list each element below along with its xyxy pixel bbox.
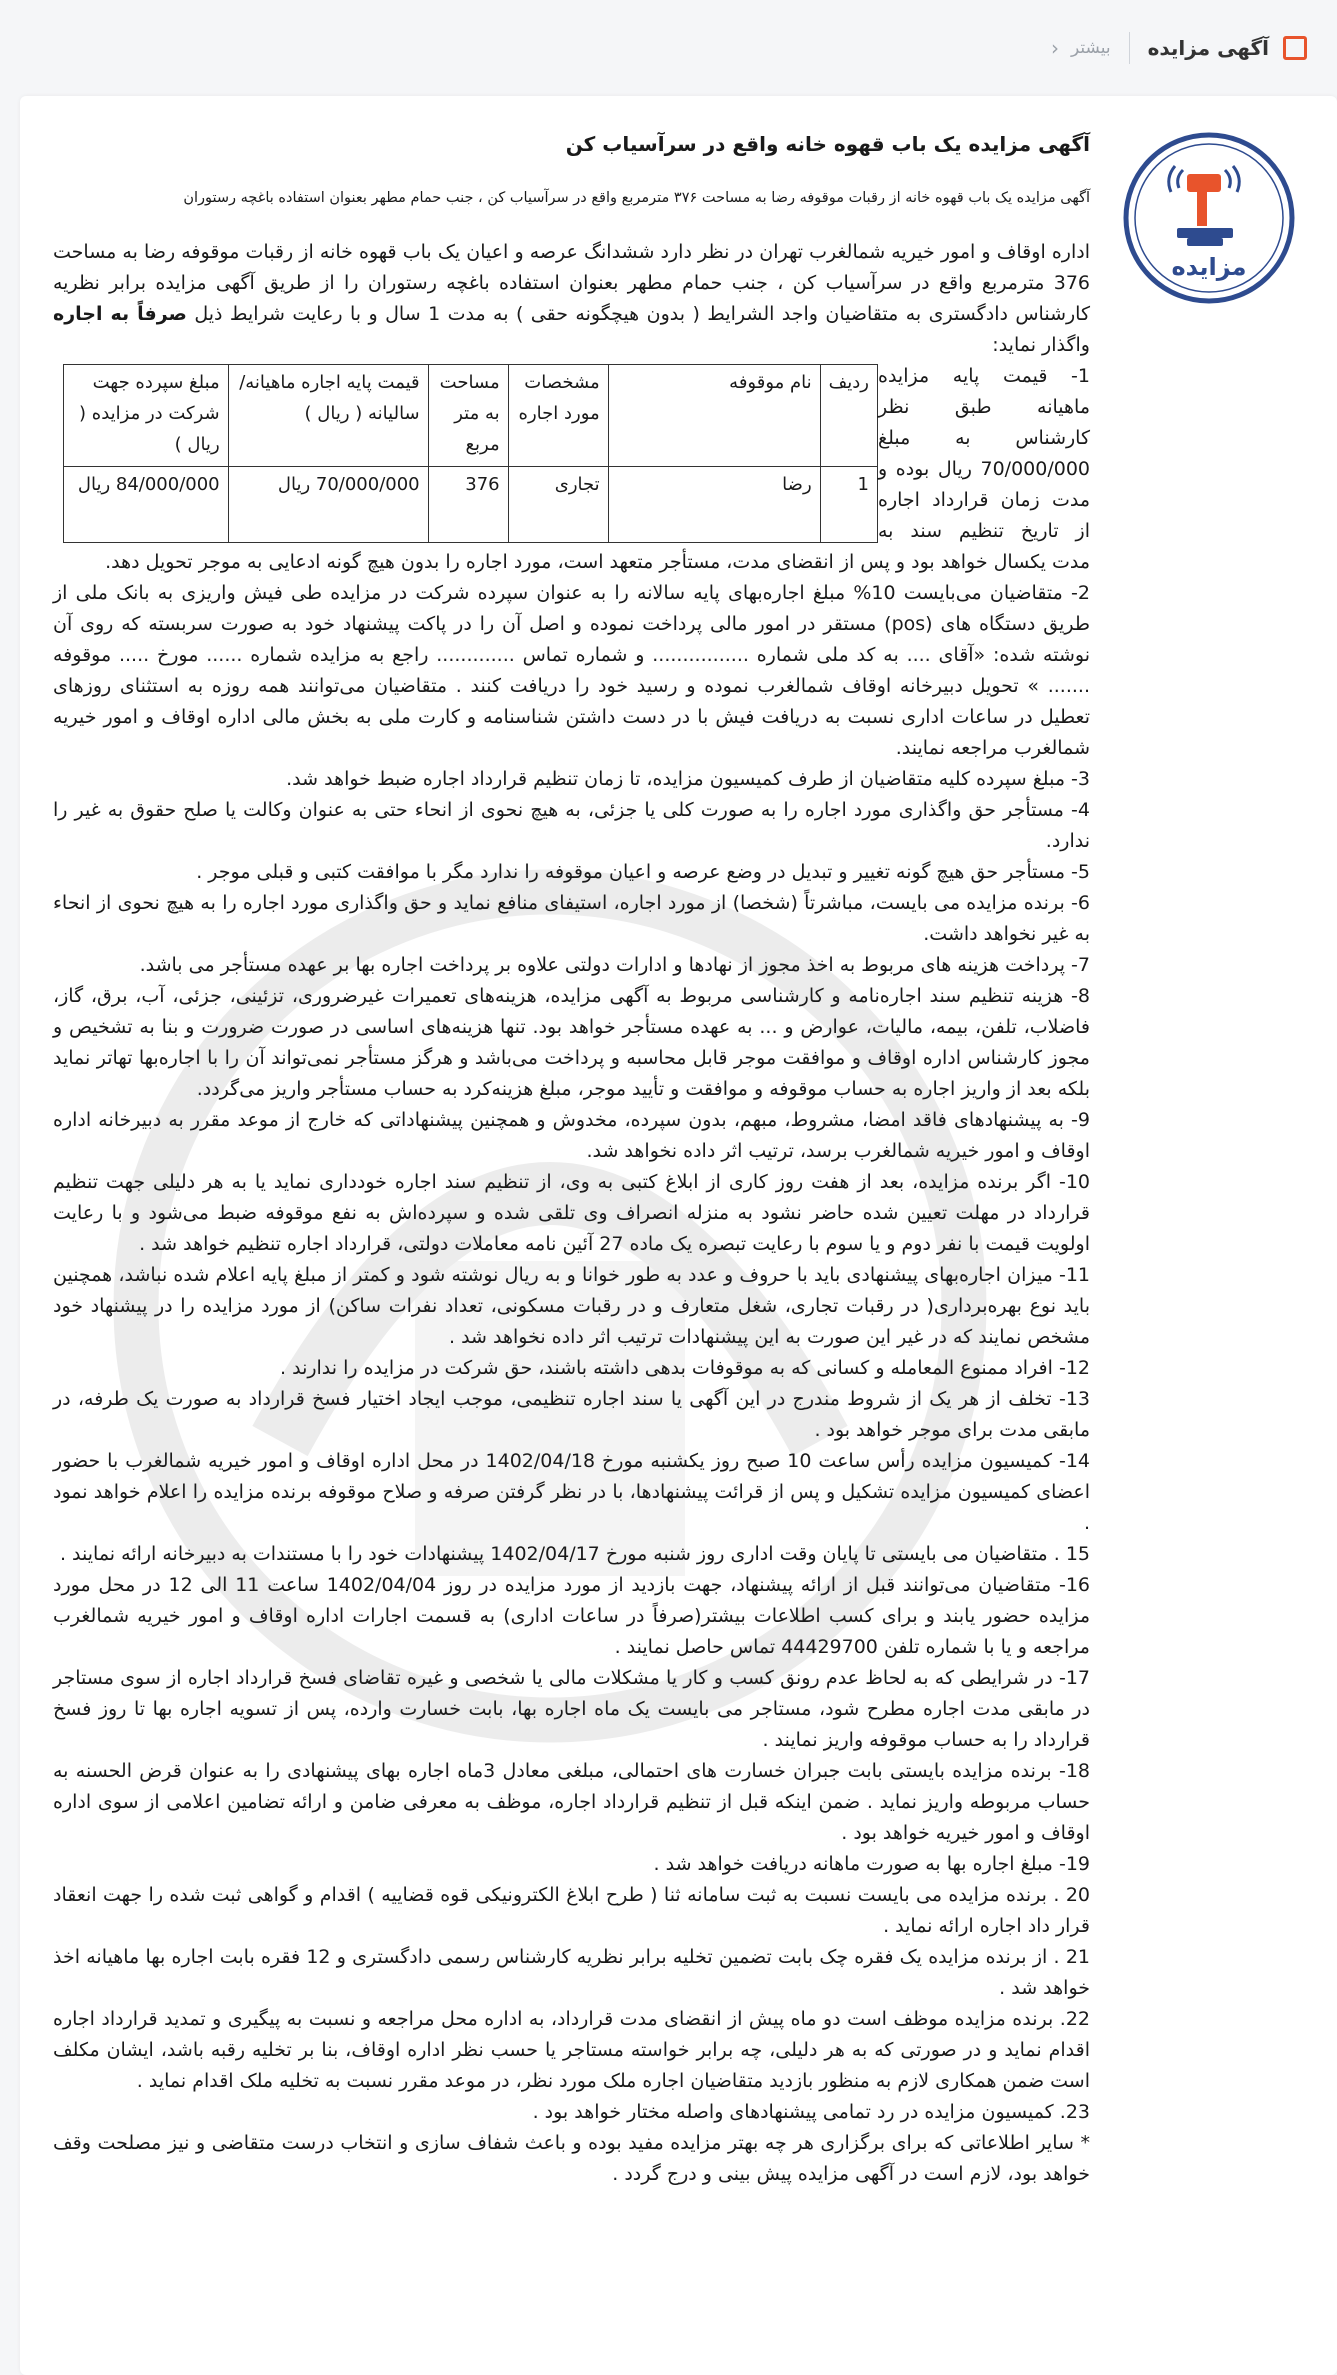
clause-item: 22. برنده مزایده موظف است دو ماه پیش از انقضای مدت قرارداد، به اداره محل مراجعه و نسبت به پیگیری و تمدید قرارداد اجاره اقدام نماید و در صورتی که به هر دلیلی، چه برابر خواسته مستاجر یا حسب نظر اداره اوقاف، بنا بر تخلیه رقبه باشد، ایشان مکلف است ضمن همکاری لازم به منظور بازدید متقاضیان اجاره ملک مورد نظر، در موعد مقرر نسبت به تخلیه ملک اقدام نماید . [53, 2008, 1090, 2092]
col-header-row-number: ردیف [820, 365, 877, 467]
clause-item: 12- افراد ممنوع المعامله و کسانی که به موقوفات بدهی داشته باشند، حق شرکت در مزایده را ندارند . [280, 1357, 1090, 1379]
content-card [20, 96, 1337, 2375]
clause-1: 1- قیمت پایه مزایده ماهیانه طبق نظر کارشناس به مبلغ 70/000/000 ریال بوده و مدت زمان قرارداد اجاره از تاریخ تنظیم سند به مدت یکسال خواهد بود و پس از انقضای مدت، مستأجر متعهد است، مورد اجاره را بدون هیچ گونه ادعایی به موجر تحویل دهد. [105, 365, 1090, 573]
page-title: آگهی مزایده یک باب قهوه خانه واقع در سرآسیاب کن [565, 132, 1090, 156]
auction-gavel-icon [1121, 130, 1297, 306]
chevron-left-icon[interactable]: ‹ [1051, 36, 1060, 60]
clause-item: 3- مبلغ سپرده کلیه متقاضیان از طرف کمیسیون مزایده، تا زمان تنظیم قرارداد اجاره ضبط خواهد شد. [286, 768, 1090, 790]
clause-item: * سایر اطلاعاتی که برای برگزاری هر چه بهتر مزایده مفید بوده و باعث شفاف سازی و انتخاب درست متقاضی و نیز مصلحت وقف خواهد بود، لازم است در آگهی مزایده پیش بینی و درج گردد . [53, 2132, 1090, 2185]
intro-bold: صرفاً به اجاره [53, 303, 187, 325]
intro-end: واگذار نماید: [992, 334, 1090, 356]
divider [1129, 32, 1130, 64]
clause-item: 14- کمیسیون مزایده رأس ساعت 10 صبح روز یکشنبه مورخ 1402/04/18 در محل اداره اوقاف و امور خیریه شمالغرب با حضور اعضای کمیسیون مزایده تشکیل و پس از قرائت پیشنهادها، با در نظر گرفتن صرفه و صلاح موقوفه برنده مزایده را اعلام خواهد نمود . [53, 1450, 1090, 1534]
clauses-list [53, 578, 1090, 2190]
cell-area: 376 [428, 467, 508, 543]
square-outline-icon [1283, 36, 1307, 60]
cell-deposit: 84/000/000 ریال [64, 467, 229, 543]
table-row [64, 467, 878, 543]
breadcrumb-title[interactable]: آگهی مزایده [1147, 36, 1269, 60]
intro-paragraph [53, 237, 1090, 361]
more-link[interactable]: بیشتر [1071, 38, 1111, 58]
clause-item: 6- برنده مزایده می بایست، مباشرتاً (شخصا) از مورد اجاره، استیفای منافع نماید و حق واگذاری مورد اجاره را به هیچ نحوی از انحاء به غیر نخواهد داشت. [53, 892, 1090, 945]
cell-row-number: 1 [820, 467, 877, 543]
clause-item: 4- مستأجر حق واگذاری مورد اجاره را به صورت کلی یا جزئی، به هیچ نحوی از انحاء حتی به عنوان وکالت یا صلح حقوق به غیر را ندارد. [53, 799, 1090, 852]
clause-item: 23. کمیسیون مزایده در رد تمامی پیشنهادهای واصله مختار خواهد بود . [532, 2101, 1090, 2123]
col-header-endowment-name: نام موقوفه [608, 365, 820, 467]
article-body [53, 237, 1090, 2190]
auction-table [63, 364, 878, 543]
col-header-deposit: مبلغ سپرده جهت شرکت در مزایده ( ریال ) [64, 365, 229, 467]
clause-item: 21 . از برنده مزایده یک فقره چک بابت تضمین تخلیه برابر نظریه کارشناس رسمی دادگستری و 12 فقره بابت اجاره بها ماهیانه اخذ خواهد شد . [53, 1946, 1090, 1999]
clause-item: 15 . متقاضیان می بایستی تا پایان وقت اداری روز شنبه مورخ 1402/04/17 پیشنهادات خود را با مستندات به دبیرخانه ارائه نمایند . [59, 1543, 1090, 1565]
clause-item: 13- تخلف از هر یک از شروط مندرج در این آگهی یا سند اجاره تنظیمی، موجب ایجاد اختیار فسخ قرارداد به صورت یک طرفه، در مابقی مدت برای موجر خواهد بود . [53, 1388, 1090, 1441]
clause-item: 18- برنده مزایده بایستی بابت جبران خسارت های احتمالی، مبلغی معادل 3ماه اجاره بهای پیشنهادی را به عنوان قرض الحسنه به حساب مربوطه واریز نماید . ضمن اینکه قبل از تنظیم قرارداد اجاره، موظف به معرفی ضامن و ارائه تضامین اعلامی از سوی اداره اوقاف و امور خیریه خواهد بود . [53, 1760, 1090, 1844]
clause-item: 7- پرداخت هزینه های مربوط به اخذ مجوز از نهادها و ادارات دولتی علاوه بر پرداخت اجاره بها بر عهده مستأجر می باشد. [139, 954, 1090, 976]
clause-item: 20 . برنده مزایده می بایست نسبت به ثبت سامانه ثنا ( طرح ابلاغ الکترونیکی قوه قضاییه ) اقدام و گواهی ثبت شده را جهت انعقاد قرار داد اجاره ارائه نماید . [53, 1884, 1090, 1937]
clause-item: 2- متقاضیان می‌بایست 10% مبلغ اجاره‌بهای پایه سالانه را به عنوان سپرده شرکت در مزایده طی فیش واریزی به بانک ملی از طریق دستگاه های (pos) مستقر در امور مالی پرداخت نموده و اصل آن را در پاکت پیشنهاد خود به صورت سربسته که روی آن نوشته شده: «آقای .... به کد ملی شماره ................ و شماره تماس ............. راجع به مزایده شماره ...... مورخ ..... موقوفه ....... » تحویل دبیرخانه اوقاف شمالغرب نموده و رسید خود را دریافت کنند . متقاضیان می‌توانند همه روزه به استثنای روزهای تعطیل در ساعات اداری نسبت به دریافت فیش با در دست داشتن شناسنامه و کارت ملی به بخش مالی اداره اوقاف و امور خیریه شمالغرب مراجعه نمایند. [53, 582, 1090, 759]
clause-item: 17- در شرایطی که به لحاظ عدم رونق کسب و کار یا مشکلات مالی یا شخصی و غیره تقاضای فسخ قرارداد اجاره از سوی مستاجر در مابقی مدت اجاره مطرح شود، مستاجر می بایست یک ماه اجاره بها، بابت خسارت وارده، پس از تسویه اجاره بها تا روز فسخ قرارداد را به حساب موقوفه واریز نمایند . [53, 1667, 1090, 1751]
clause-item: 10- اگر برنده مزایده، بعد از هفت روز کاری از ابلاغ کتبی به وی، از تنظیم سند اجاره خودداری نماید یا به هر دلیلی جهت تنظیم قرارداد در مهلت تعیین شده حاضر نشود به منزله انصراف وی تلقی شده و سپرده‌اش به نفع موقوفه ضبط می‌شود و با رعایت اولویت قیمت با نفر دوم و یا سوم با رعایت تبصره یک ماده 27 آئین نامه معاملات دولتی، قرارداد اجاره تنظیم خواهد شد . [53, 1171, 1090, 1255]
clause-item: 16- متقاضیان می‌توانند قبل از ارائه پیشنهاد، جهت بازدید از مورد مزایده در روز 1402/04/04 ساعت 11 الی 12 در محل مورد مزایده حضور یابند و برای کسب اطلاعات بیشتر(صرفاً در ساعات اداری) به قسمت اجارات اداره اوقاف و امور خیریه شمالغرب مراجعه و یا با شماره تلفن 44429700 تماس حاصل نمایند . [53, 1574, 1091, 1658]
cell-lease-specs: تجاری [508, 467, 608, 543]
table-header-row [64, 365, 878, 467]
clause-item: 19- مبلغ اجاره بها به صورت ماهانه دریافت خواهد شد . [653, 1853, 1090, 1875]
col-header-area: مساحت به متر مربع [428, 365, 508, 467]
logo-text: مزایده [1171, 253, 1247, 281]
clause-item: 11- میزان اجاره‌بهای پیشنهادی باید با حروف و عدد به طور خوانا و به ریال نوشته شود و کمتر از مبلغ پایه اعلام شده نباشد، همچنین باید نوع بهره‌برداری( در رقبات تجاری، شغل متعارف و در رقبات مسکونی، تعداد نفرات ساکن) از مورد مزایده را در پیشنهاد خود مشخص نمایند که در غیر این صورت به این پیشنهادات ترتیب اثر داده نخواهد شد . [53, 1264, 1090, 1348]
cell-base-price: 70/000/000 ریال [228, 467, 428, 543]
intro-text: اداره اوقاف و امور خیریه شمالغرب تهران در نظر دارد ششدانگ عرصه و اعیان یک باب قهوه خانه از رقبات موقوفه رضا به مساحت 376 مترمربع واقع در سرآسیاب کن ، جنب حمام مطهر بعنوان استفاده باغچه رستوران را از طریق آگهی مزایده برابر نظریه کارشناس دادگستری به متقاضیان واجد الشرایط ( بدون هیچگونه حقی ) به مدت 1 سال و با رعایت شرایط ذیل [53, 241, 1091, 325]
col-header-base-price: قیمت پایه اجاره ماهیانه/سالیانه ( ریال ) [228, 365, 428, 467]
col-header-lease-specs: مشخصات مورد اجاره [508, 365, 608, 467]
clause-item: 8- هزینه تنظیم سند اجاره‌نامه و کارشناسی مربوط به آگهی مزایده، هزینه‌های تعمیرات غیرضروری، تزئینی، جزئی، آب، برق، گاز، فاضلاب، تلفن، بیمه، مالیات، عوارض و ... به عهده مستأجر خواهد بود. تنها هزینه‌های اساسی در صورت ضرورت و بنا به تشخیص و مجوز کارشناس اداره اوقاف و موافقت موجر قابل محاسبه و پرداخت می‌باشد و هرگز مستأجر نمی‌تواند آن را با اجاره‌بها تهاتر نماید بلکه بعد از واریز اجاره به حساب موقوفه و موافقت و تأیید موجر، مبلغ هزینه‌کرد به حساب مستأجر واریز می‌گردد. [53, 985, 1090, 1100]
cell-endowment-name: رضا [608, 467, 820, 543]
clause-item: 9- به پیشنهادهای فاقد امضا، مشروط، مبهم، بدون سپرده، مخدوش و همچنین پیشنهاداتی که خارج از موعد مقرر به دبیرخانه اداره اوقاف و امور خیریه شمالغرب برسد، ترتیب اثر داده نخواهد شد. [53, 1109, 1090, 1162]
clause-item: 5- مستأجر حق هیچ گونه تغییر و تبدیل در وضع عرصه و اعیان موقوفه را ندارد مگر با موافقت کتبی و قبلی موجر . [196, 861, 1090, 883]
page-subtitle: آگهی مزایده یک باب قهوه خانه از رقبات موقوفه رضا به مساحت ۳۷۶ مترمربع واقع در سرآسیاب کن ، جنب حمام مطهر بعنوان استفاده باغچه رستوران [183, 190, 1090, 206]
top-bar [0, 0, 1337, 96]
